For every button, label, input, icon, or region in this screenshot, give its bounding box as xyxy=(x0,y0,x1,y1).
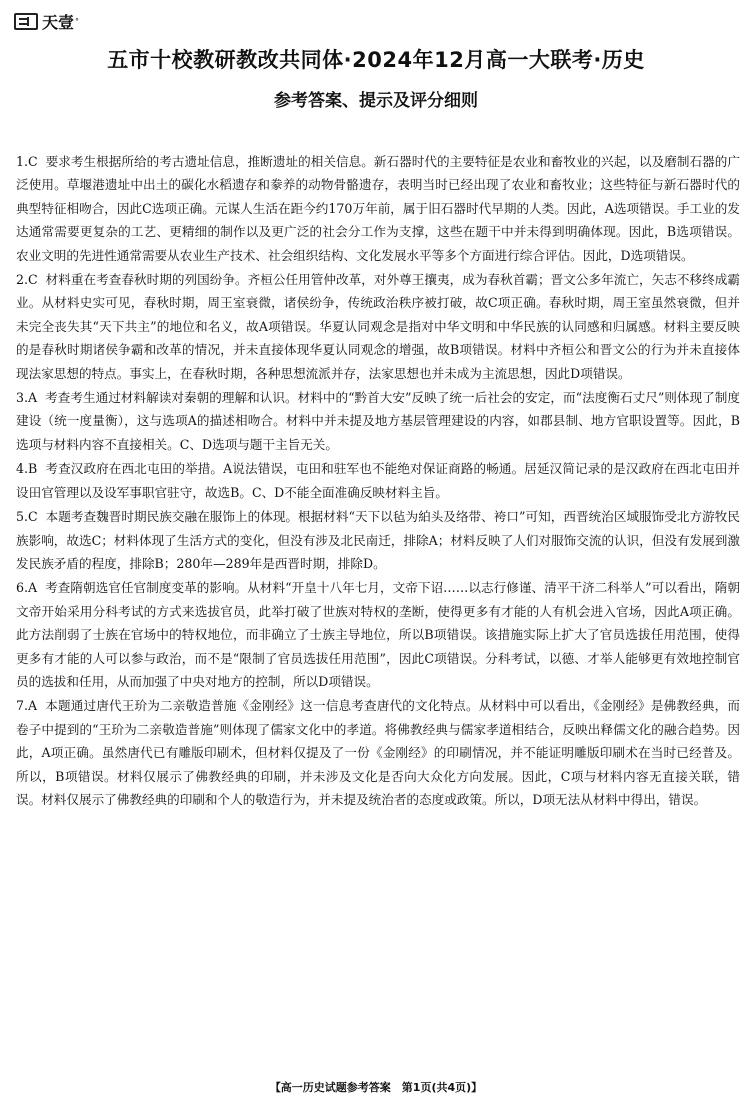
logo-text: 天壹 xyxy=(42,13,75,32)
publisher-logo xyxy=(14,10,79,33)
answer-explanation: 考查汉政府在西北屯田的举措。A说法错误，屯田和驻军也不能绝对保证商路的畅通。居延汉简记录的是汉政府在西北屯田并设田官管理以及设军事职官驻守，故选B。C、D不能全面准确反映材料主旨。 xyxy=(16,461,740,500)
answer-item xyxy=(16,386,740,456)
answer-number: 2.C xyxy=(16,272,38,288)
logo-superscript: ° xyxy=(75,17,80,26)
answer-number: 6.A xyxy=(16,580,38,596)
answer-explanation: 材料重在考查春秋时期的列国纷争。齐桓公任用管仲改革，对外尊王攘夷，成为春秋首霸；晋文公多年流亡，矢志不移终成霸业。从材料史实可见，春秋时期，周王室衰微，诸侯纷争，传统政治秩序被打破，故C项正确。春秋时期，周王室虽然衰微，但并未完全丧失其“天下共主”的地位和名义，故A项错误。华夏认同观念是指对中华文明和中华民族的认同感和归属感。材料主要反映的是春秋时期诸侯争霸和改革的情况，并未直接体现华夏认同观念的增强，故B项错误。材料中齐桓公和晋文公的行为并未直接体现法家思想的特点。事实上，在春秋时期，各种思想流派并存，法家思想也并未成为主流思想，因此D项错误。 xyxy=(16,272,740,381)
answer-explanation: 考查考生通过材料解读对秦朝的理解和认识。材料中的“黔首大安”反映了统一后社会的安定，而“法度衡石丈尺”则体现了制度建设（统一度量衡），这与选项A的描述相吻合。材料中并未提及地方基层管理建设的内容，如郡县制、地方官职设置等。因此，B选项与材料内容不直接相关。C、D选项与题干主旨无关。 xyxy=(16,390,740,452)
document-title: 五市十校教研教改共同体·2024年12月高一大联考·历史 xyxy=(107,48,645,72)
answer-list xyxy=(16,150,740,812)
answer-item xyxy=(16,505,740,575)
answer-item xyxy=(16,268,740,385)
answer-number: 1.C xyxy=(16,154,38,169)
answer-number: 4.B xyxy=(16,461,38,477)
answer-explanation: 本题通过唐代王玠为二亲敬造普施《金刚经》这一信息考查唐代的文化特点。从材料中可以看出，《金刚经》是佛教经典，而卷子中提到的“王玠为二亲敬造普施”则体现了儒家文化中的孝道。将佛教经典与儒家孝道相结合，反映出释儒文化的融合趋势。因此，A项正确。虽然唐代已有雕版印刷术，但材料仅提及了一份《金刚经》的印刷情况，并不能证明雕版印刷术在当时已经普及。所以，B项错误。材料仅展示了佛教经典的印刷，并未涉及文化是否向大众化方向发展。因此，C项与材料内容无直接关联，错误。材料仅展示了佛教经典的印刷和个人的敬造行为，并未提及统治者的态度或政策。所以，D项无法从材料中得出，错误。 xyxy=(16,698,740,807)
page-footer: 【高一历史试题参考答案 第1页(共4页)】 xyxy=(269,1081,483,1094)
answer-item xyxy=(16,457,740,504)
document-subtitle: 参考答案、提示及评分细则 xyxy=(274,91,478,111)
logo-mark-icon xyxy=(14,13,38,30)
answer-number: 3.A xyxy=(16,390,38,406)
answer-number: 5.C xyxy=(16,509,38,525)
answer-explanation: 本题考查魏晋时期民族交融在服饰上的体现。根据材料“天下以毡为絈头及络带、袴口”可知，西晋统治区域服饰受北方游牧民族影响，故选C；材料体现了生活方式的变化，但没有涉及北民南迁，排除A；材料反映了人们对服饰交流的认识，但没有发展到激发民族矛盾的程度，排除B；280年—289年是西晋时期，排除D。 xyxy=(16,509,740,571)
answer-explanation: 考查隋朝选官任官制度变革的影响。从材料“开皇十八年七月，文帝下诏……以志行修谨、清平干济二科举人”可以看出，隋朝文帝开始采用分科考试的方式来选拔官员，此举打破了世族对特权的垄断，使得更多有才能的人有机会进入官场，因此A项正确。此方法削弱了士族在官场中的特权地位，而非确立了士族主导地位，所以B项错误。该措施实际上扩大了官员选拔任用范围，使得更多有才能的人可以参与政治，而不是“限制了官员选拔任用范围”，因此C项错误。分科考试，以德、才举人能够更有效地控制官员的选拔和任用，从而加强了中央对地方的控制，所以D项错误。 xyxy=(16,580,740,689)
answer-item xyxy=(16,150,740,267)
answer-item xyxy=(16,576,740,693)
answer-explanation: 要求考生根据所给的考古遗址信息，推断遗址的相关信息。新石器时代的主要特征是农业和畜牧业的兴起，以及磨制石器的广泛使用。草堰港遗址中出土的碳化水稻遗存和豢养的动物骨骼遗存，表明当时已经出现了农业和畜牧业；这些特征与新石器时代的典型特征相吻合，因此C选项正确。元谋人生活在距今约170万年前，属于旧石器时代早期的人类。因此，A选项错误。手工业的发达通常需要更复杂的工艺、更精细的制作以及更广泛的社会分工作为支撑，这些在题干中并未得到明确体现。因此，B选项错误。农业文明的先进性通常需要从农业生产技术、社会组织结构、文化发展水平等多个方面进行综合评估。因此，D选项错误。 xyxy=(16,154,740,263)
answer-number: 7.A xyxy=(16,698,38,714)
answer-item xyxy=(16,694,740,811)
